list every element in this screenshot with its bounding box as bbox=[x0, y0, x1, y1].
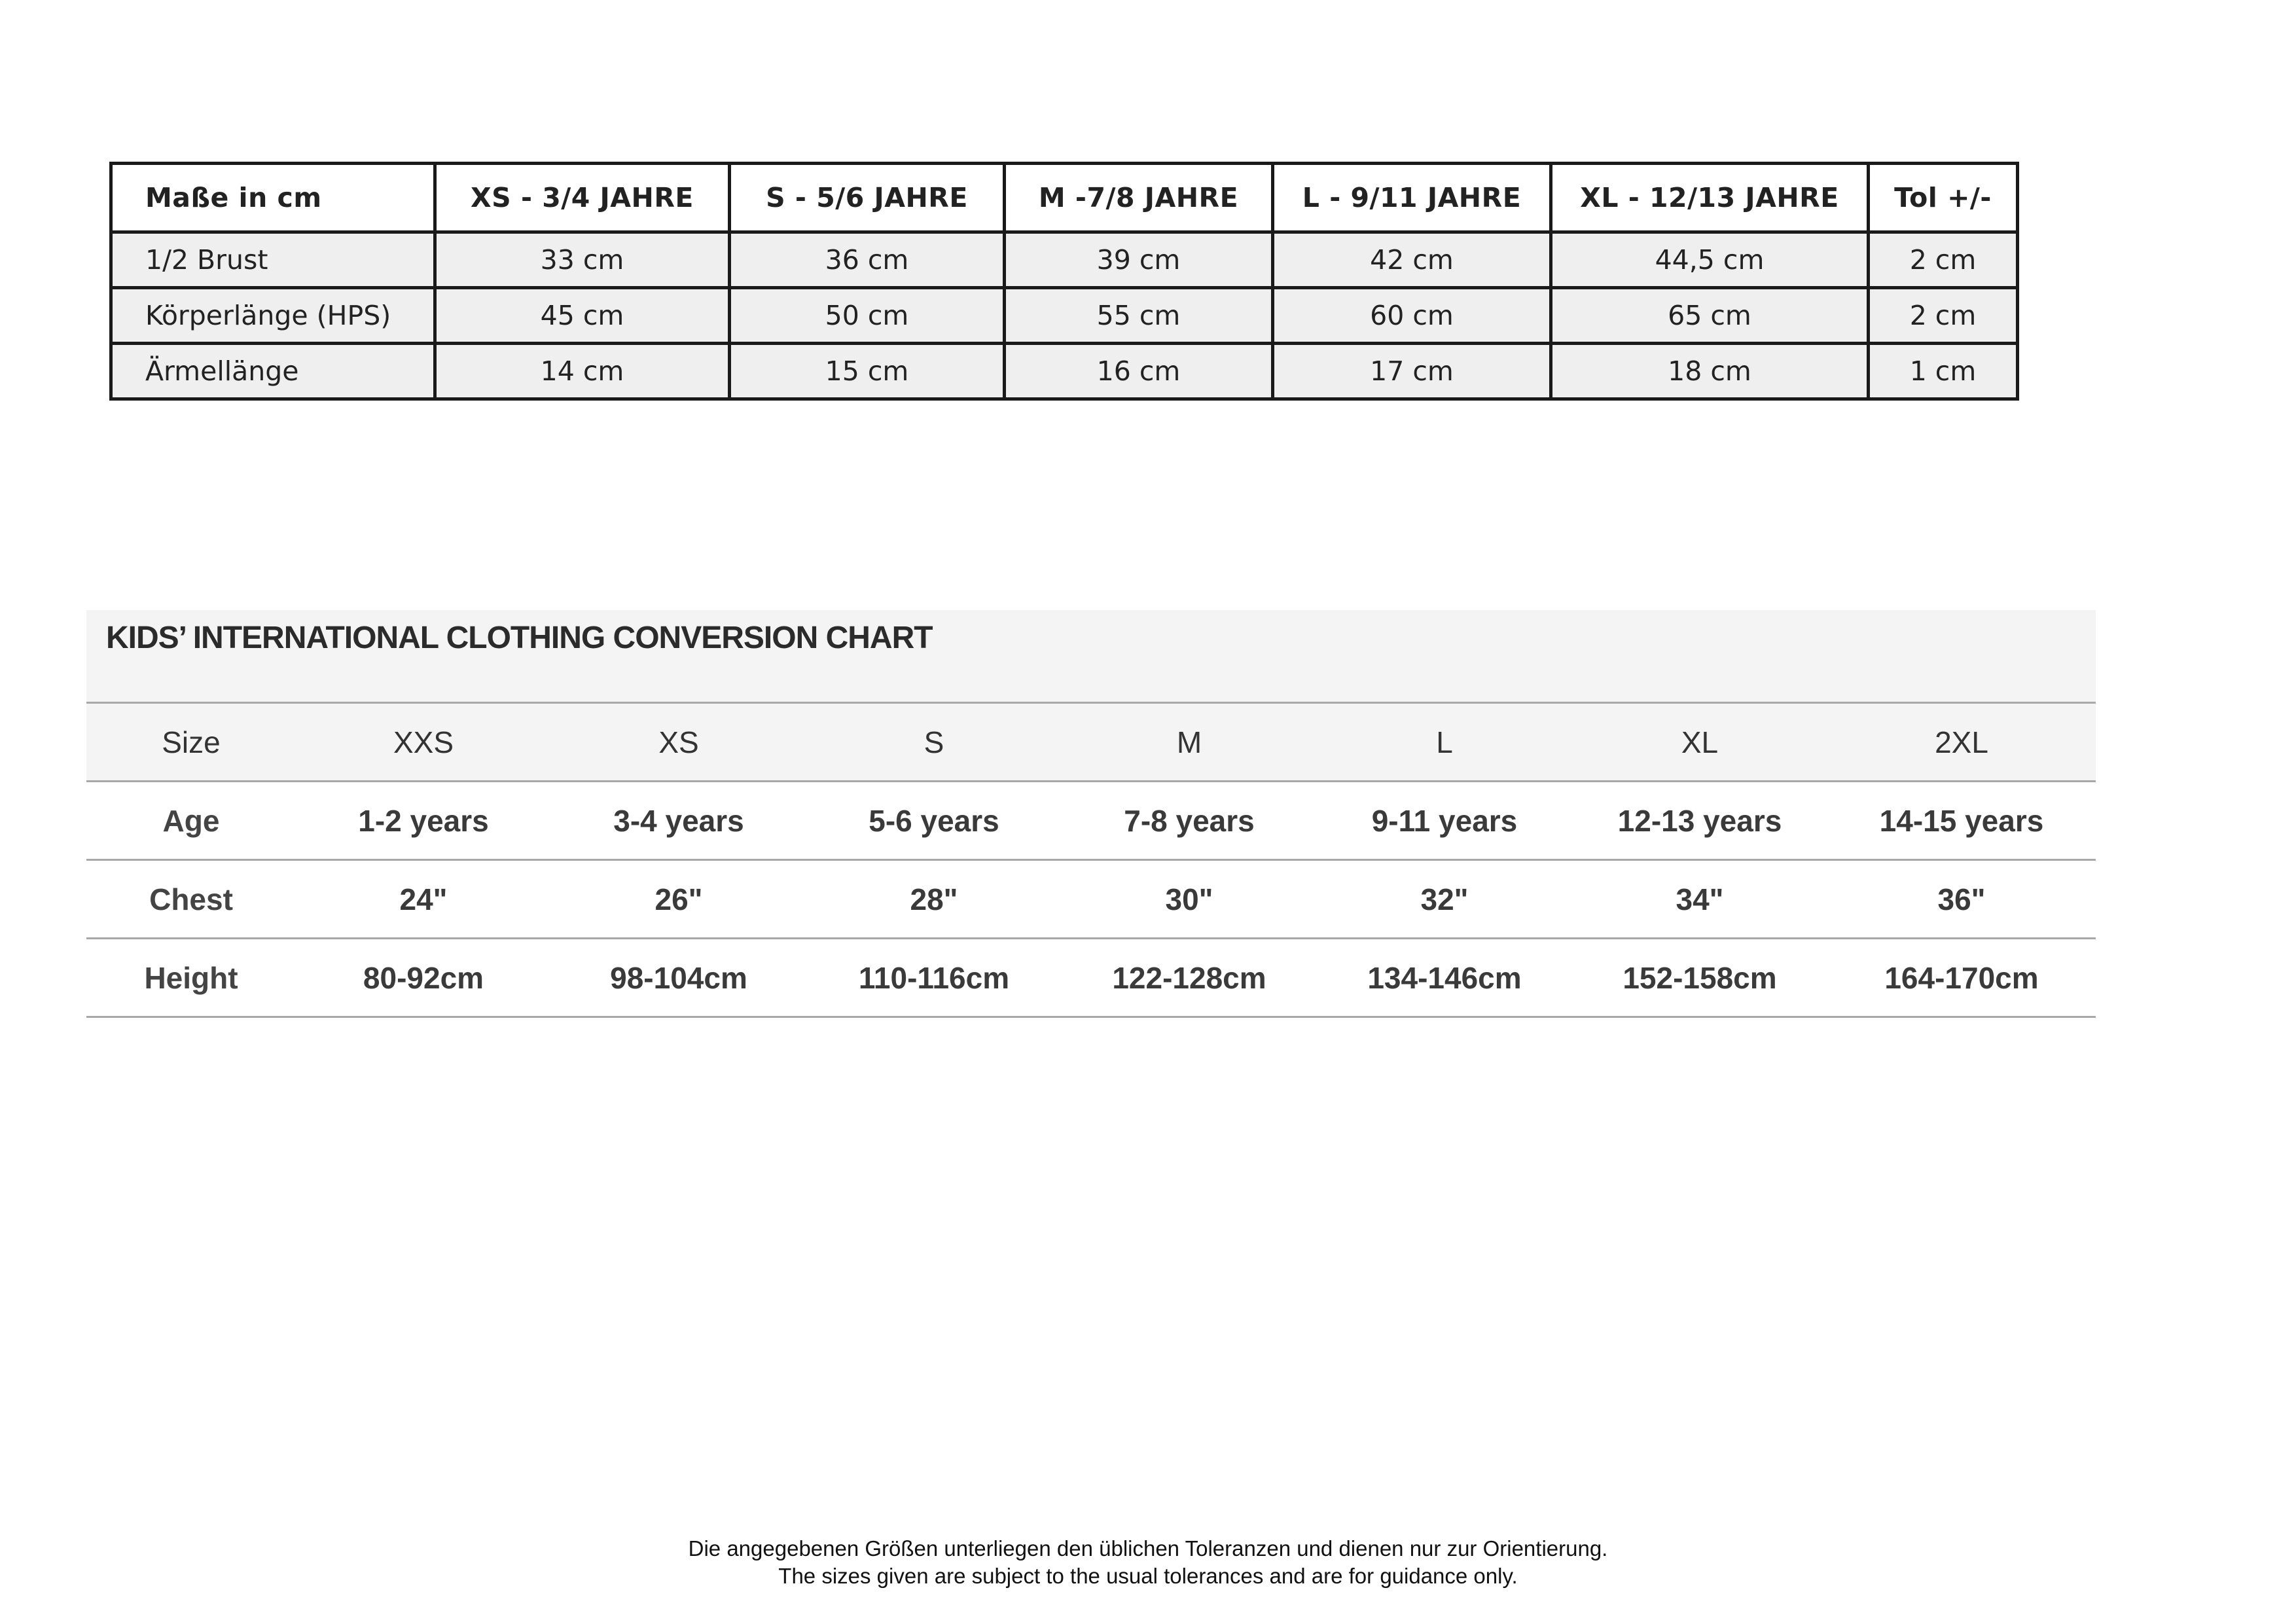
height-row bbox=[86, 939, 2096, 1017]
footnote bbox=[0, 1535, 2296, 1590]
table-cell: 50 cm bbox=[730, 288, 1005, 344]
table-cell: 3-4 years bbox=[551, 782, 806, 860]
table-cell: 36 cm bbox=[730, 232, 1005, 288]
conversion-chart bbox=[86, 610, 2096, 1018]
age-row bbox=[86, 782, 2096, 860]
table-cell: 1-2 years bbox=[296, 782, 551, 860]
table-cell: 39 cm bbox=[1005, 232, 1273, 288]
table-cell: S bbox=[806, 704, 1062, 782]
table-cell: 14 cm bbox=[435, 344, 730, 399]
column-header: S - 5/6 JAHRE bbox=[730, 164, 1005, 232]
table-cell: 30" bbox=[1062, 860, 1317, 939]
table-cell: 28" bbox=[806, 860, 1062, 939]
column-header: Tol +/- bbox=[1869, 164, 2018, 232]
table-cell: 80-92cm bbox=[296, 939, 551, 1017]
table-cell: 36" bbox=[1827, 860, 2096, 939]
table-cell: 14-15 years bbox=[1827, 782, 2096, 860]
measurement-header-row bbox=[111, 164, 2018, 232]
table-cell: 45 cm bbox=[435, 288, 730, 344]
table-cell: 34" bbox=[1572, 860, 1827, 939]
table-cell: 65 cm bbox=[1551, 288, 1869, 344]
conversion-title-bar bbox=[86, 610, 2096, 704]
table-cell: 134-146cm bbox=[1317, 939, 1572, 1017]
size-row bbox=[86, 704, 2096, 782]
column-header: M -7/8 JAHRE bbox=[1005, 164, 1273, 232]
table-cell: 12-13 years bbox=[1572, 782, 1827, 860]
footnote-german: Die angegebenen Größen unterliegen den üblichen Toleranzen und dienen nur zur Orientierung. bbox=[688, 1536, 1608, 1561]
table-cell: 33 cm bbox=[435, 232, 730, 288]
table-cell: 17 cm bbox=[1273, 344, 1551, 399]
column-header: Maße in cm bbox=[111, 164, 435, 232]
table-cell: 24" bbox=[296, 860, 551, 939]
table-cell: 152-158cm bbox=[1572, 939, 1827, 1017]
chest-row bbox=[86, 860, 2096, 939]
table-cell: 9-11 years bbox=[1317, 782, 1572, 860]
table-cell: 2XL bbox=[1827, 704, 2096, 782]
row-label: Ärmellänge bbox=[111, 344, 435, 399]
table-cell: 1 cm bbox=[1869, 344, 2018, 399]
footnote-english: The sizes given are subject to the usual tolerances and are for guidance only. bbox=[778, 1564, 1518, 1588]
conversion-chart-title: KIDS’ INTERNATIONAL CLOTHING CONVERSION CHART bbox=[106, 621, 933, 655]
table-cell: 42 cm bbox=[1273, 232, 1551, 288]
table-cell: 32" bbox=[1317, 860, 1572, 939]
row-label: Körperlänge (HPS) bbox=[111, 288, 435, 344]
table-cell: 110-116cm bbox=[806, 939, 1062, 1017]
table-cell: 2 cm bbox=[1869, 232, 2018, 288]
table-cell: 7-8 years bbox=[1062, 782, 1317, 860]
table-cell: 2 cm bbox=[1869, 288, 2018, 344]
table-cell: 122-128cm bbox=[1062, 939, 1317, 1017]
table-row bbox=[111, 232, 2018, 288]
table-cell: 55 cm bbox=[1005, 288, 1273, 344]
table-cell: XL bbox=[1572, 704, 1827, 782]
table-cell: M bbox=[1062, 704, 1317, 782]
table-cell: 164-170cm bbox=[1827, 939, 2096, 1017]
table-cell: 15 cm bbox=[730, 344, 1005, 399]
row-label: Height bbox=[86, 939, 296, 1017]
row-label: Size bbox=[86, 704, 296, 782]
table-row bbox=[111, 344, 2018, 399]
column-header: XS - 3/4 JAHRE bbox=[435, 164, 730, 232]
table-cell: L bbox=[1317, 704, 1572, 782]
row-label: Age bbox=[86, 782, 296, 860]
table-cell: XXS bbox=[296, 704, 551, 782]
table-cell: 60 cm bbox=[1273, 288, 1551, 344]
table-row bbox=[111, 288, 2018, 344]
column-header: XL - 12/13 JAHRE bbox=[1551, 164, 1869, 232]
table-cell: 26" bbox=[551, 860, 806, 939]
table-cell: 18 cm bbox=[1551, 344, 1869, 399]
row-label: Chest bbox=[86, 860, 296, 939]
conversion-table bbox=[86, 704, 2096, 1018]
measurement-table bbox=[109, 162, 2019, 401]
row-label: 1/2 Brust bbox=[111, 232, 435, 288]
table-cell: 98-104cm bbox=[551, 939, 806, 1017]
table-cell: 44,5 cm bbox=[1551, 232, 1869, 288]
table-cell: 16 cm bbox=[1005, 344, 1273, 399]
table-cell: 5-6 years bbox=[806, 782, 1062, 860]
column-header: L - 9/11 JAHRE bbox=[1273, 164, 1551, 232]
table-cell: XS bbox=[551, 704, 806, 782]
